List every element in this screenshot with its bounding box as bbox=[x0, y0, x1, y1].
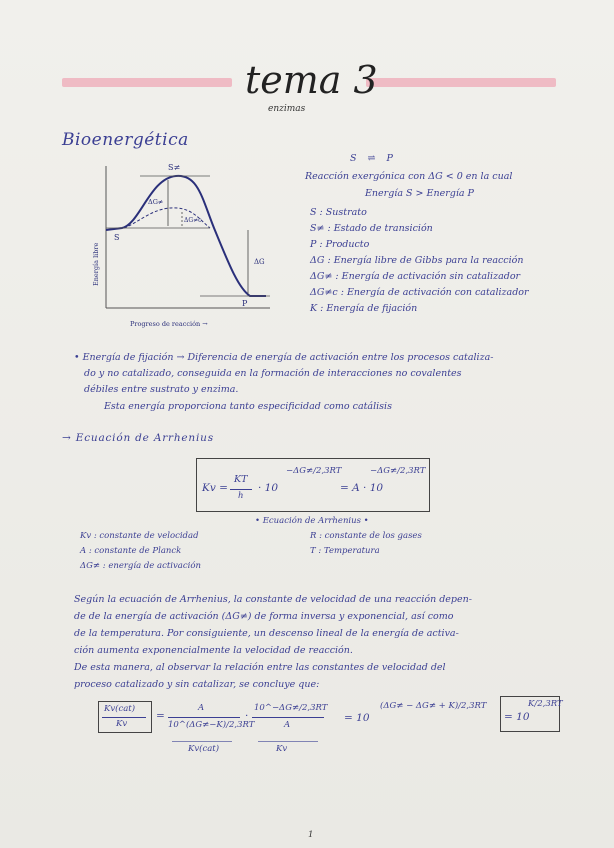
arrhenius-def-left: Kv : constante de velocidad bbox=[80, 531, 199, 541]
graph-label-dg-cat: ΔG≠c bbox=[184, 217, 202, 224]
legend-item: S≠ : Estado de transición bbox=[310, 223, 433, 234]
paragraph-line: ción aumenta exponencialmente la velocidad de reacción. bbox=[74, 645, 353, 656]
arrhenius-eq-frac-den: h bbox=[238, 491, 244, 501]
reaction-equation: S ⇌ P bbox=[350, 153, 397, 164]
final-lhs-den: Kv bbox=[116, 719, 128, 729]
arrhenius-def-right: T : Temperatura bbox=[310, 546, 380, 556]
binding-energy-line-1: • Energía de fijación → Diferencia de energía de activación entre los procesos cataliza- bbox=[74, 352, 494, 363]
graph-label-s: S bbox=[114, 233, 120, 242]
graph-ylabel: Energía libre bbox=[92, 242, 100, 286]
final-f2-num: 10^−ΔG≠/2,3RT bbox=[254, 703, 328, 713]
arrhenius-eq-mid: · 10 bbox=[258, 482, 279, 494]
page-subtitle: enzimas bbox=[268, 104, 306, 114]
reaction-description-1: Reacción exergónica con ΔG < 0 en la cual bbox=[305, 171, 513, 182]
paragraph-line: De esta manera, al observar la relación entre las constantes de velocidad del bbox=[74, 662, 446, 673]
final-f1-den: 10^(ΔG≠−K)/2,3RT bbox=[168, 720, 255, 730]
final-under-label-2: Kv bbox=[276, 744, 288, 754]
final-eq-mid-exp: (ΔG≠ − ΔG≠ + K)/2,3RT bbox=[380, 701, 487, 711]
legend-item: K : Energía de fijación bbox=[310, 303, 418, 314]
legend-item: ΔG : Energía libre de Gibbs para la reacción bbox=[310, 255, 524, 266]
page-number: 1 bbox=[308, 830, 314, 840]
legend-item: S : Sustrato bbox=[310, 207, 367, 218]
paragraph-line: de la temperatura. Por consiguiente, un descenso lineal de la energía de activa- bbox=[74, 628, 459, 639]
legend-item: P : Producto bbox=[310, 239, 370, 250]
paragraph-line: Según la ecuación de Arrhenius, la constante de velocidad de una reacción depen- bbox=[74, 594, 472, 605]
final-f2-den: A bbox=[284, 720, 291, 730]
graph-xlabel: Progreso de reacción → bbox=[130, 320, 208, 328]
paragraph-line: proceso catalizado y sin catalizar, se concluye que: bbox=[74, 679, 320, 690]
final-result: = 10 bbox=[504, 711, 530, 723]
graph-label-p: P bbox=[242, 299, 248, 308]
arrhenius-eq-exp: −ΔG≠/2,3RT bbox=[286, 466, 342, 476]
section-heading-bioenergetica: Bioenergética bbox=[62, 130, 189, 150]
final-f1-num: A bbox=[198, 703, 205, 713]
final-under-bar-1 bbox=[172, 741, 232, 742]
arrhenius-caption: • Ecuación de Arrhenius • bbox=[255, 516, 369, 526]
final-f2-bar bbox=[252, 717, 324, 718]
arrhenius-eq-right: = A · 10 bbox=[340, 482, 384, 494]
arrhenius-eq-frac-num: KT bbox=[234, 474, 248, 485]
final-f1-bar bbox=[168, 717, 240, 718]
energy-curve bbox=[106, 176, 266, 296]
title-highlight-left bbox=[62, 78, 232, 87]
final-eq-mid: = 10 bbox=[344, 712, 370, 724]
title-highlight-right bbox=[366, 78, 556, 87]
legend-item: ΔG≠c : Energía de activación con catalizador bbox=[310, 287, 529, 298]
final-eq-equals: = bbox=[156, 710, 165, 722]
arrhenius-def-right: R : constante de los gases bbox=[310, 531, 422, 541]
arrhenius-def-left: ΔG≠ : energía de activación bbox=[80, 561, 201, 571]
binding-energy-line-3: débiles entre sustrato y enzima. bbox=[84, 384, 239, 395]
final-eq-dot: · bbox=[245, 710, 249, 722]
page-title: tema 3 bbox=[245, 58, 378, 102]
binding-energy-line-4: Esta energía proporciona tanto especificidad como catálisis bbox=[104, 401, 392, 412]
arrhenius-eq-exp-2: −ΔG≠/2,3RT bbox=[370, 466, 426, 476]
arrhenius-eq-left: Kv = bbox=[202, 482, 228, 494]
final-lhs-bar bbox=[102, 717, 146, 718]
final-under-label-1: Kv(cat) bbox=[188, 744, 220, 754]
final-lhs-num: Kv(cat) bbox=[104, 704, 136, 714]
graph-label-dg-ts: ΔG≠ bbox=[148, 198, 164, 206]
graph-label-dg: ΔG bbox=[254, 258, 265, 266]
paragraph-line: de de la energía de activación (ΔG≠) de forma inversa y exponencial, así como bbox=[74, 611, 454, 622]
graph-label-ts: S≠ bbox=[168, 163, 181, 172]
reaction-description-2: Energía S > Energía P bbox=[365, 188, 474, 199]
energy-diagram bbox=[80, 158, 280, 338]
binding-energy-line-2: do y no catalizado, conseguida en la formación de interacciones no covalentes bbox=[84, 368, 462, 379]
section-heading-arrhenius: → Ecuación de Arrhenius bbox=[62, 432, 214, 444]
final-result-exp: K/2,3RT bbox=[528, 699, 563, 709]
arrhenius-frac-bar bbox=[230, 489, 252, 490]
final-under-bar-2 bbox=[258, 741, 318, 742]
legend-item: ΔG≠ : Energía de activación sin catalizador bbox=[310, 271, 521, 282]
arrhenius-def-left: A : constante de Planck bbox=[80, 546, 182, 556]
